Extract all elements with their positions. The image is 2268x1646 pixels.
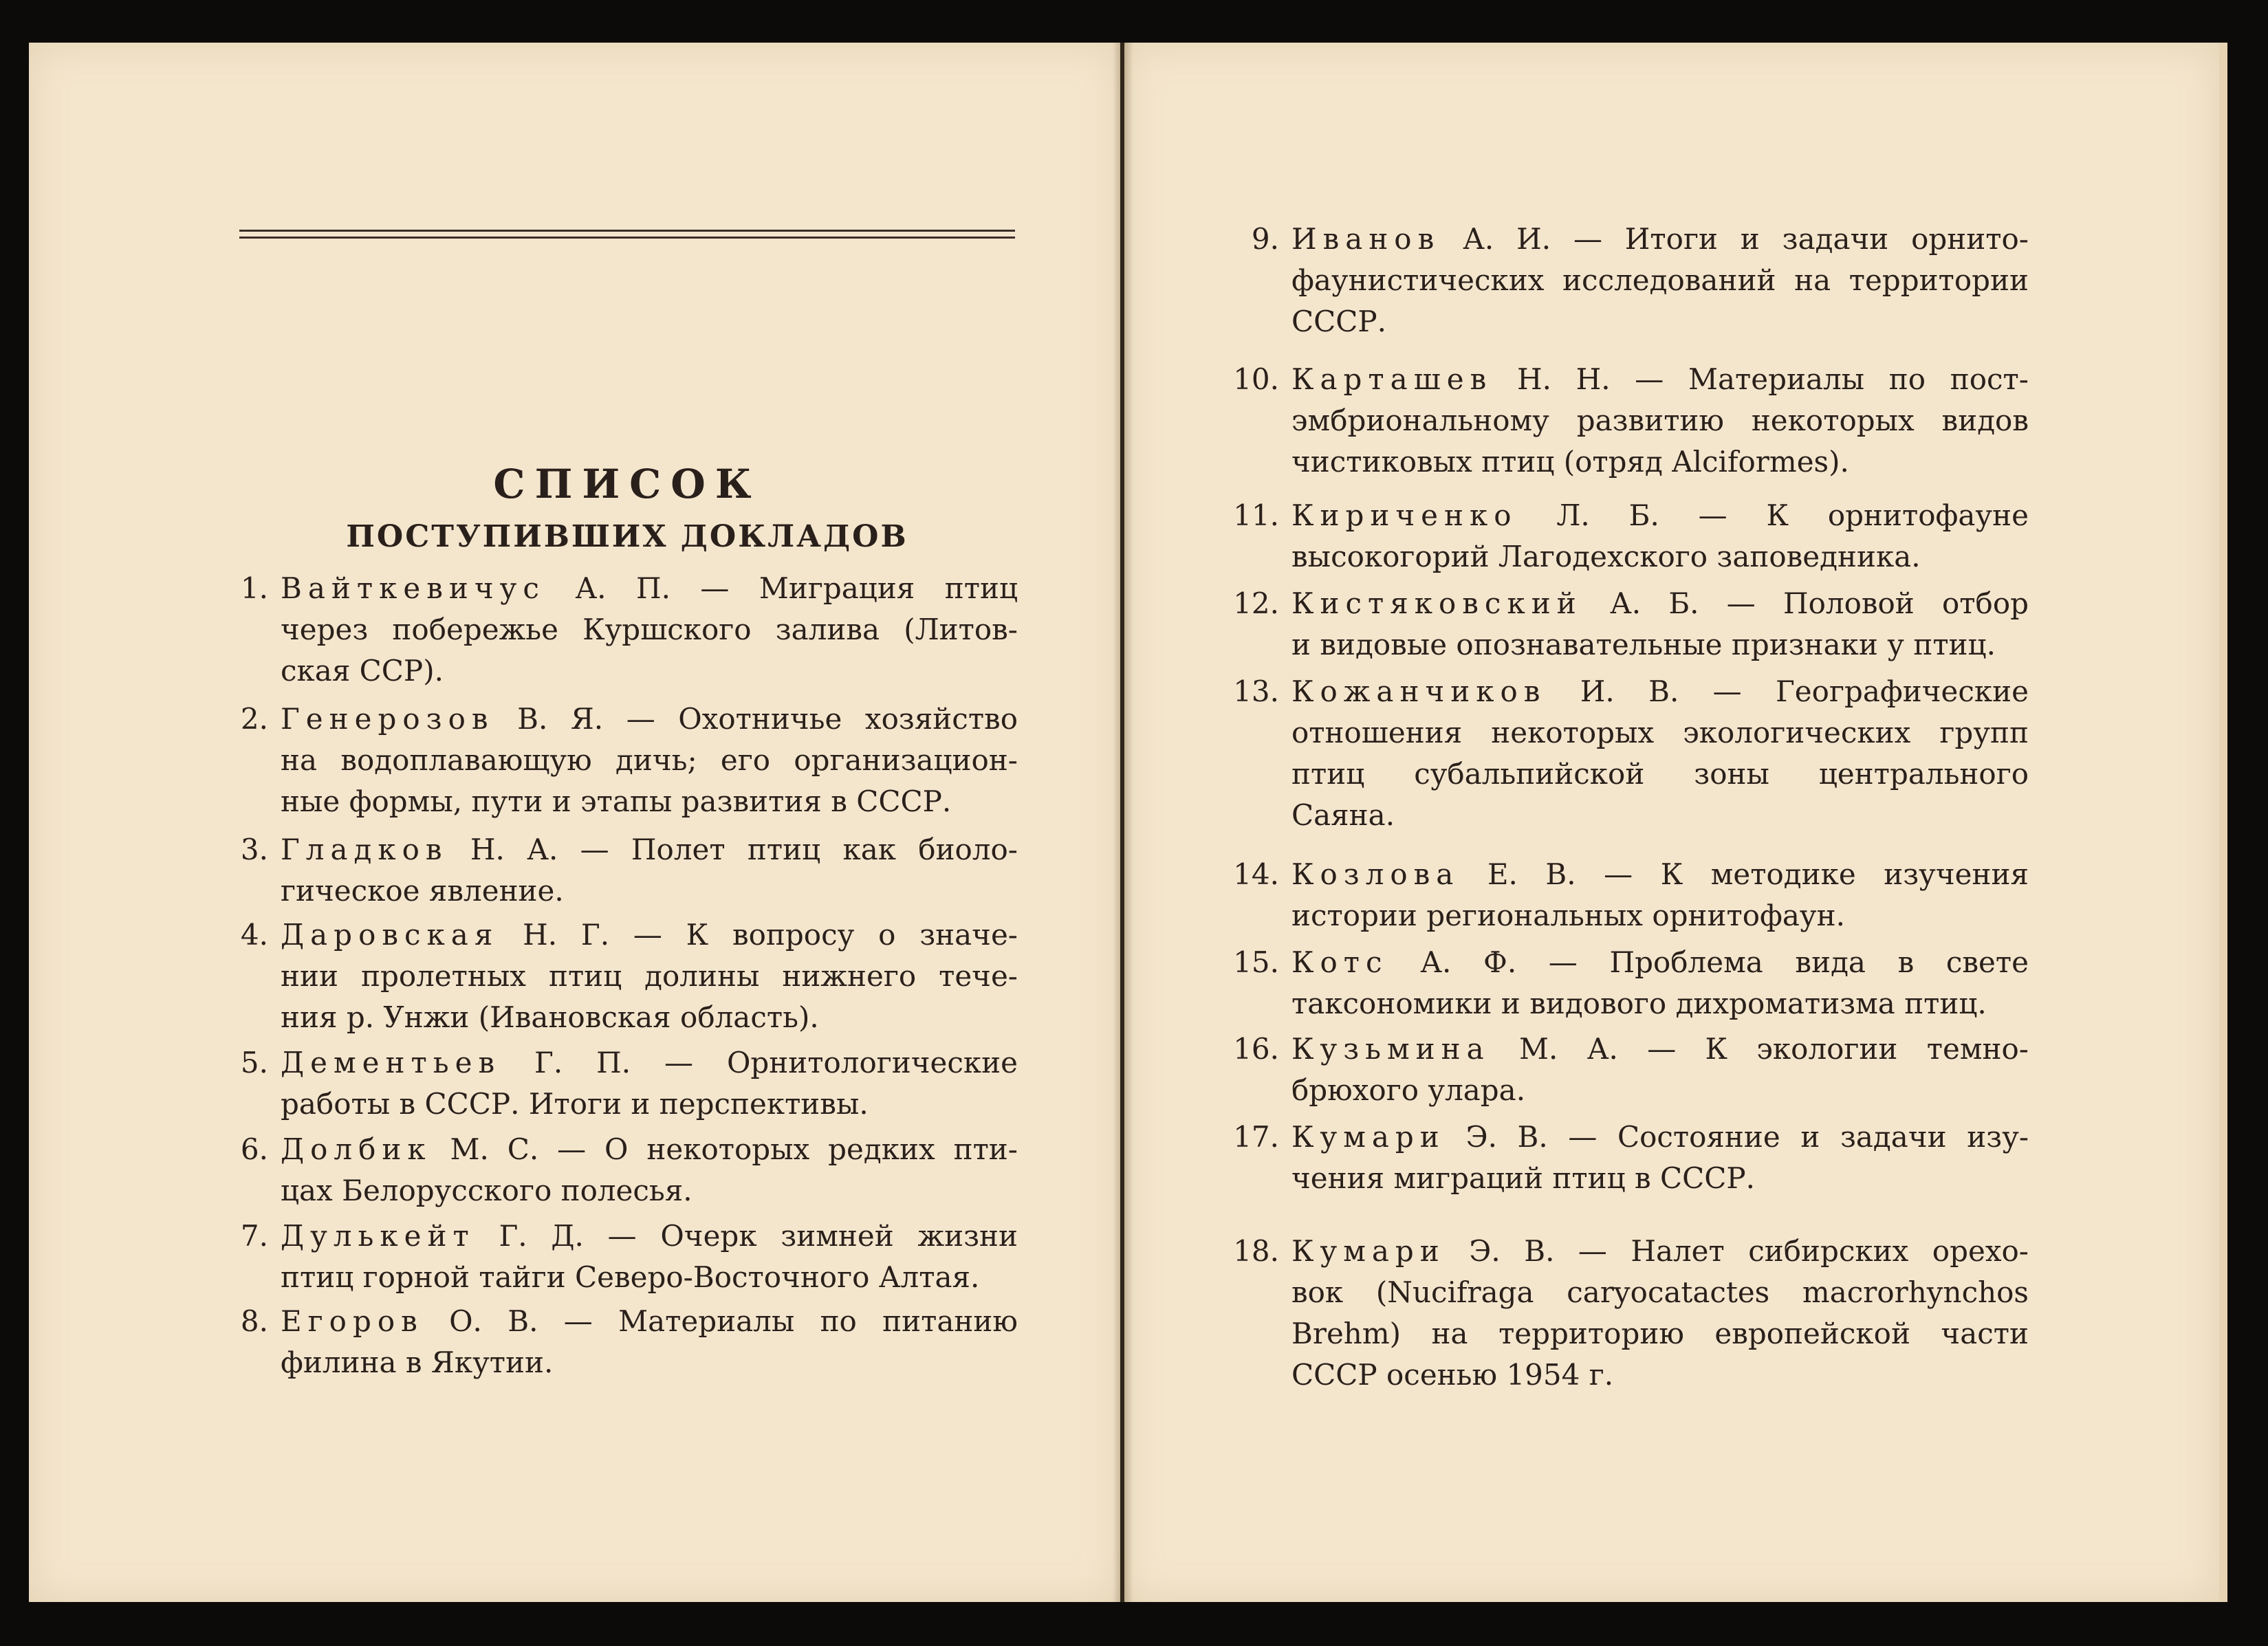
entry-body xyxy=(281,699,1018,822)
entry-first-line xyxy=(1291,583,2029,624)
entry-first-line xyxy=(281,829,1018,870)
entry-first-line xyxy=(1291,671,2029,712)
entry-body xyxy=(1291,1231,2029,1396)
entry-first-line xyxy=(1291,495,2029,536)
entry-number: 17. xyxy=(1233,1120,1279,1154)
entry-title-text: А. П. — Миграция птиц xyxy=(575,571,1018,605)
entry-continuation-line: эмбриональному развитию некоторых видов xyxy=(1291,404,2029,437)
entry-body xyxy=(281,914,1018,1038)
entry-number: 3. xyxy=(240,833,268,866)
entry-title-text: М. А. — К экологии темно- xyxy=(1519,1032,2029,1066)
entry-title-text: Н. Н. — Материалы по пост- xyxy=(1516,362,2029,396)
page-edge xyxy=(2219,43,2227,1602)
entry-author: Вайткевичус xyxy=(281,571,545,605)
entry-number: 13. xyxy=(1233,674,1279,708)
report-entry xyxy=(1231,1029,2029,1111)
entry-author: Кумари xyxy=(1291,1234,1446,1268)
entry-title-text: Г. Д. — Очерк зимней жизни xyxy=(499,1219,1018,1253)
entry-body xyxy=(281,1216,1018,1298)
entry-continuation-line: истории региональных орнитофаун. xyxy=(1291,899,1845,932)
entry-continuation-line: чистиковых птиц (отряд Alciformes). xyxy=(1291,445,1849,479)
entry-author: Котс xyxy=(1291,945,1388,979)
entry-body xyxy=(1291,942,2029,1024)
entry-author: Егоров xyxy=(281,1304,424,1338)
book-gutter xyxy=(1113,43,1133,1602)
entry-title-text: Л. Б. — К орнитофауне xyxy=(1556,498,2029,532)
entry-first-line xyxy=(1291,854,2029,895)
entry-title-text: А. И. — Итоги и задачи орнито- xyxy=(1463,222,2029,256)
entry-title-text: Н. Г. — К вопросу о значе- xyxy=(523,918,1018,952)
report-entry xyxy=(220,1216,1018,1298)
report-entry xyxy=(220,1301,1018,1383)
report-entry xyxy=(1231,671,2029,836)
entry-body xyxy=(1291,495,2029,578)
left-entry-list xyxy=(220,0,1018,1646)
right-entry-list xyxy=(1231,0,2029,1646)
entry-continuation-line: и видовые опознавательные признаки у птиц. xyxy=(1291,628,1996,661)
report-entry xyxy=(220,568,1018,692)
entry-number: 16. xyxy=(1233,1032,1279,1066)
entry-continuation-line: работы в СССР. Итоги и перспективы. xyxy=(281,1087,869,1121)
entry-continuation-line: птиц субальпийской зоны центрального xyxy=(1291,757,2029,791)
entry-continuation-line: ные формы, пути и этапы развития в СССР. xyxy=(281,784,952,818)
entry-title-text: О. В. — Материалы по питанию xyxy=(449,1304,1018,1338)
entry-body xyxy=(1291,359,2029,483)
entry-body xyxy=(1291,671,2029,836)
entry-body xyxy=(1291,1117,2029,1199)
entry-first-line xyxy=(1291,219,2029,260)
entry-title-text: И. В. — Географические xyxy=(1580,674,2029,708)
entry-first-line xyxy=(1291,942,2029,983)
entry-continuation-line: Brehm) на территорию европейской части xyxy=(1291,1317,2029,1350)
entry-title-text: Г. П. — Орнитологические xyxy=(534,1046,1018,1079)
entry-title-text: А. Б. — Половой отбор xyxy=(1609,586,2029,620)
report-entry xyxy=(220,699,1018,822)
entry-author: Даровская xyxy=(281,918,499,952)
entry-first-line xyxy=(1291,1029,2029,1070)
entry-number: 1. xyxy=(240,571,268,605)
document-heading: СПИСОК xyxy=(493,461,761,507)
entry-author: Генерозов xyxy=(281,702,494,736)
entry-author: Кузьмина xyxy=(1291,1032,1490,1066)
entry-title-text: А. Ф. — Проблема вида в свете xyxy=(1420,945,2029,979)
entry-continuation-line: СССР осенью 1954 г. xyxy=(1291,1358,1614,1392)
entry-continuation-line: нии пролетных птиц долины нижнего тече- xyxy=(281,959,1018,993)
entry-author: Иванов xyxy=(1291,222,1441,256)
entry-author: Кумари xyxy=(1291,1120,1446,1154)
entry-author: Кожанчиков xyxy=(1291,674,1547,708)
report-entry xyxy=(220,1129,1018,1211)
entry-continuation-line: цах Белорусского полесья. xyxy=(281,1174,693,1207)
entry-body xyxy=(1291,1029,2029,1111)
entry-body xyxy=(281,568,1018,692)
entry-author: Дементьев xyxy=(281,1046,501,1079)
entry-title-text: Э. В. — Налет сибирских орехо- xyxy=(1469,1234,2029,1268)
entry-body xyxy=(281,1301,1018,1383)
report-entry xyxy=(1231,495,2029,578)
entry-body xyxy=(1291,583,2029,666)
report-entry xyxy=(220,829,1018,912)
entry-continuation-line: фаунистических исследований на территории xyxy=(1291,263,2029,297)
entry-continuation-line: СССР. xyxy=(1291,305,1387,338)
entry-continuation-line: ния р. Унжи (Ивановская область). xyxy=(281,1000,819,1034)
entry-number: 10. xyxy=(1233,362,1279,396)
entry-number: 8. xyxy=(240,1304,268,1338)
entry-first-line xyxy=(281,1301,1018,1342)
entry-body xyxy=(1291,854,2029,936)
report-entry xyxy=(1231,1231,2029,1396)
entry-continuation-line: высокогорий Лагодехского заповедника. xyxy=(1291,540,1921,573)
entry-first-line xyxy=(281,1042,1018,1084)
report-entry xyxy=(220,914,1018,1038)
entry-author: Долбик xyxy=(281,1132,432,1166)
entry-number: 14. xyxy=(1233,857,1279,891)
report-entry xyxy=(220,1042,1018,1125)
entry-body xyxy=(281,1042,1018,1125)
entry-title-text: Э. В. — Состояние и задачи изу- xyxy=(1465,1120,2029,1154)
entry-continuation-line: через побережье Куршского залива (Литов- xyxy=(281,613,1018,646)
entry-number: 2. xyxy=(240,702,268,736)
entry-body xyxy=(1291,219,2029,342)
entry-author: Кистяковский xyxy=(1291,586,1582,620)
report-entry xyxy=(1231,942,2029,1024)
entry-continuation-line: чения миграций птиц в СССР. xyxy=(1291,1161,1755,1195)
entry-first-line xyxy=(1291,359,2029,400)
entry-body xyxy=(281,1129,1018,1211)
entry-continuation-line: ская ССР). xyxy=(281,654,444,688)
entry-number: 18. xyxy=(1233,1234,1279,1268)
entry-first-line xyxy=(281,1216,1018,1257)
document-subheading: ПОСТУПИВШИХ ДОКЛАДОВ xyxy=(346,519,908,554)
entry-title-text: В. Я. — Охотничье хозяйство xyxy=(517,702,1018,736)
entry-continuation-line: брюхого улара. xyxy=(1291,1073,1526,1107)
entry-continuation-line: птиц горной тайги Северо-Восточного Алтая. xyxy=(281,1260,980,1294)
entry-number: 6. xyxy=(240,1132,268,1166)
entry-number: 12. xyxy=(1233,586,1279,620)
entry-continuation-line: вок (Nucifraga caryocatactes macrorhynchos xyxy=(1291,1275,2029,1309)
entry-author: Гладков xyxy=(281,833,448,866)
entry-title-text: Н. А. — Полет птиц как биоло- xyxy=(470,833,1018,866)
entry-continuation-line: гическое явление. xyxy=(281,874,564,908)
entry-first-line xyxy=(1291,1117,2029,1158)
entry-author: Кириченко xyxy=(1291,498,1518,532)
entry-title-text: Е. В. — К методике изучения xyxy=(1487,857,2029,891)
entry-number: 15. xyxy=(1233,945,1279,979)
entry-first-line xyxy=(281,568,1018,609)
entry-continuation-line: таксономики и видового дихроматизма птиц. xyxy=(1291,987,1987,1020)
entry-continuation-line: отношения некоторых экологических групп xyxy=(1291,716,2029,749)
entry-author: Козлова xyxy=(1291,857,1460,891)
entry-first-line xyxy=(1291,1231,2029,1272)
entry-first-line xyxy=(281,699,1018,740)
entry-continuation-line: на водоплавающую дичь; его организацион- xyxy=(281,743,1018,777)
entry-continuation-line: филина в Якутии. xyxy=(281,1346,554,1379)
entry-number: 9. xyxy=(1251,222,1279,256)
entry-number: 5. xyxy=(240,1046,268,1079)
entry-first-line xyxy=(281,914,1018,956)
entry-continuation-line: Саяна. xyxy=(1291,798,1395,832)
entry-number: 7. xyxy=(240,1219,268,1253)
entry-body xyxy=(281,829,1018,912)
entry-author: Дулькейт xyxy=(281,1219,475,1253)
report-entry xyxy=(1231,854,2029,936)
entry-first-line xyxy=(281,1129,1018,1170)
entry-title-text: М. С. — О некоторых редких пти- xyxy=(450,1132,1018,1166)
entry-number: 11. xyxy=(1233,498,1279,532)
report-entry xyxy=(1231,1117,2029,1199)
entry-number: 4. xyxy=(240,918,268,952)
report-entry xyxy=(1231,583,2029,666)
entry-author: Карташев xyxy=(1291,362,1493,396)
report-entry xyxy=(1231,219,2029,342)
report-entry xyxy=(1231,359,2029,483)
